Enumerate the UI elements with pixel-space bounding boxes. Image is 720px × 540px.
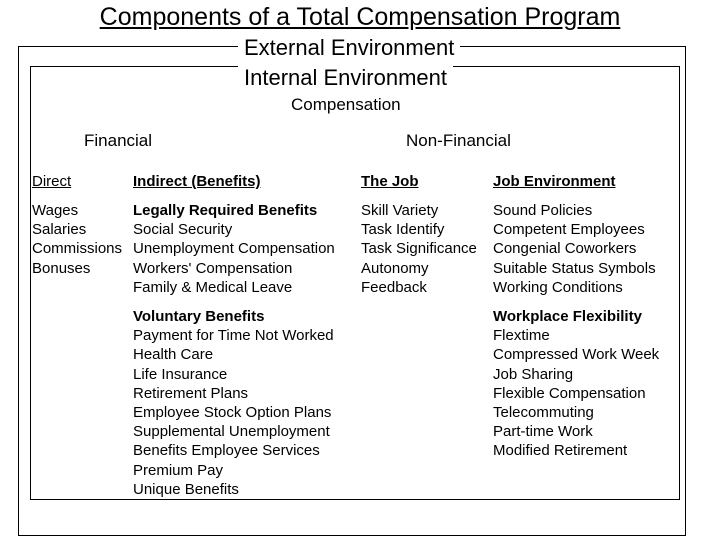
list-item: Modified Retirement — [493, 442, 628, 460]
list-item: Task Identify — [361, 221, 445, 239]
voluntary-benefits-heading: Voluntary Benefits — [133, 308, 265, 325]
list-item: Task Significance — [361, 240, 477, 258]
job-environment-header: Job Environment — [493, 173, 616, 190]
compensation-label: Compensation — [285, 94, 407, 116]
list-item: Health Care — [133, 346, 214, 364]
list-item: Autonomy — [361, 259, 429, 277]
list-item: Flexible Compensation — [493, 384, 646, 402]
list-item: Commissions — [32, 240, 123, 258]
the-job-header: The Job — [361, 173, 419, 190]
list-item: Benefits Employee Services — [133, 442, 320, 460]
list-item: Bonuses — [32, 259, 91, 277]
list-item: Working Conditions — [493, 278, 623, 296]
list-item: Suitable Status Symbols — [493, 259, 656, 277]
financial-label: Financial — [84, 131, 153, 150]
list-item: Workers' Compensation — [133, 259, 293, 277]
list-item: Social Security — [133, 221, 233, 239]
list-item: Sound Policies — [493, 202, 593, 219]
workplace-flexibility-heading: Workplace Flexibility — [493, 308, 642, 325]
list-item: Salaries — [32, 221, 87, 239]
direct-header: Direct — [32, 173, 72, 190]
list-item: Payment for Time Not Worked — [133, 327, 334, 345]
legally-required-list — [133, 201, 335, 297]
legally-required-heading: Legally Required Benefits — [133, 202, 318, 219]
list-item: Congenial Coworkers — [493, 240, 637, 258]
list-item: Unemployment Compensation — [133, 240, 335, 258]
list-item: Employee Stock Option Plans — [133, 404, 332, 422]
job-environment-list — [493, 201, 656, 297]
workplace-flexibility-list — [493, 307, 659, 461]
list-item: Compressed Work Week — [493, 346, 660, 364]
list-item: Flextime — [493, 327, 550, 345]
list-item: Feedback — [361, 278, 427, 296]
list-item: Part-time Work — [493, 423, 593, 441]
non-financial-label: Non-Financial — [406, 131, 511, 150]
indirect-header: Indirect (Benefits) — [133, 173, 261, 190]
list-item: Supplemental Unemployment — [133, 423, 330, 441]
list-item: Retirement Plans — [133, 384, 249, 402]
external-environment-label: External Environment — [238, 35, 460, 61]
internal-environment-label: Internal Environment — [238, 65, 453, 91]
list-item: Skill Variety — [361, 202, 439, 219]
list-item: Competent Employees — [493, 221, 645, 239]
list-item: Life Insurance — [133, 365, 228, 383]
list-item: Telecommuting — [493, 404, 594, 422]
voluntary-benefits-list — [133, 307, 334, 499]
list-item: Unique Benefits — [133, 480, 239, 498]
direct-list — [32, 201, 122, 278]
list-item: Job Sharing — [493, 365, 574, 383]
list-item: Premium Pay — [133, 461, 224, 479]
the-job-list — [361, 201, 477, 297]
list-item: Wages — [32, 202, 79, 219]
list-item: Family & Medical Leave — [133, 278, 293, 296]
page-title: Components of a Total Compensation Program — [99, 3, 621, 31]
